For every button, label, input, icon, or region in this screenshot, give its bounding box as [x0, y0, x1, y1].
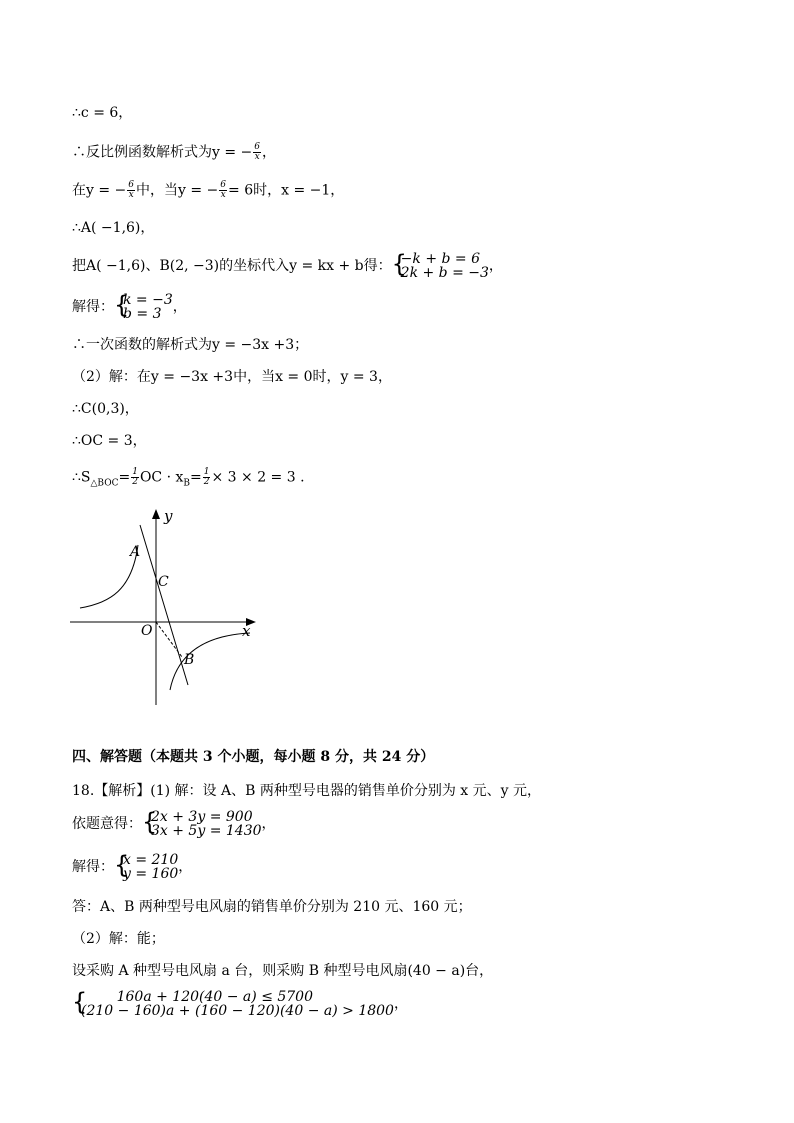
equation-system [392, 252, 489, 280]
section-heading: 四、解答题（本题共 3 个小题，每小题 8 分，共 24 分） [72, 749, 435, 765]
denominator: x [220, 190, 226, 200]
line-substitute-ab [72, 252, 503, 280]
label-c: C [158, 574, 169, 590]
fraction-half [131, 468, 139, 487]
equation-system [142, 810, 262, 838]
text: ， [488, 258, 503, 274]
label-a: A [130, 544, 141, 560]
segment-ob [156, 622, 182, 657]
text: ， [172, 299, 187, 315]
fraction [127, 181, 135, 200]
equation: 2k + b = −3 [400, 265, 489, 281]
text: 把A( −1,6)、B(2, −3)的坐标代入y = kx + b得： [72, 258, 392, 274]
line-point-a: ∴A( −1,6)， [72, 220, 155, 236]
equation: 3x + 5y = 1430 [151, 823, 262, 839]
text: ， [393, 996, 408, 1012]
numerator: 6 [220, 180, 227, 190]
solution-system [114, 293, 173, 321]
line-point-c: ∴C(0,3)， [72, 401, 139, 417]
denominator: 2 [132, 477, 138, 487]
text: ， [178, 859, 193, 875]
text: ， [261, 816, 276, 832]
label-y: y [164, 507, 173, 525]
numerator: 6 [128, 180, 135, 190]
equation: { x = 210 [123, 852, 179, 868]
numerator: 1 [132, 467, 138, 477]
q18-solution [72, 853, 192, 881]
text: = 6时，x = −1， [228, 182, 345, 199]
inequality: { 160a + 120(40 − a) ≤ 5700 [81, 989, 313, 1005]
text: 解得： [72, 859, 114, 875]
text: = [118, 469, 131, 486]
equation: b = 3 [123, 306, 162, 322]
text: × 3 × 2 = 3 . [211, 469, 305, 486]
line-c-equals-6: ∴c = 6， [72, 105, 133, 121]
text: 解得： [72, 299, 114, 315]
equation: { k = −3 [123, 292, 173, 308]
text: OC · x [139, 469, 184, 486]
label-b: B [184, 652, 195, 668]
text: 中，当y = − [136, 182, 219, 199]
equation: { 2x + 3y = 900 [151, 809, 253, 825]
text: 在y = − [72, 182, 127, 199]
solution-system [114, 853, 178, 881]
numerator: 6 [254, 142, 261, 152]
label-origin: O [141, 623, 153, 639]
denominator: x [254, 152, 260, 162]
equation: { −k + b = 6 [400, 251, 481, 267]
hyperbola-branch-right [170, 633, 250, 690]
denominator: x [128, 190, 134, 200]
line-area [72, 468, 305, 492]
fraction [253, 143, 261, 162]
label-x: x [242, 622, 251, 640]
text: 依题意得： [72, 816, 142, 832]
linear-function-line [140, 525, 188, 685]
subscript: △BOC [90, 478, 119, 489]
q18-answer: 答：A、B 两种型号电风扇的销售单价分别为 210 元、160 元； [72, 899, 472, 915]
text: ∴S [72, 469, 91, 486]
inequality-system [72, 990, 394, 1018]
q18-line1: 18.【解析】(1) 解：设 A、B 两种型号电器的销售单价分别为 x 元、y 元， [72, 783, 541, 799]
q18-inequalities [72, 990, 408, 1018]
q18-part2: （2）解：能； [72, 931, 165, 947]
inequality: (210 − 160)a + (160 − 120)(40 − a) > 1800 [81, 1003, 394, 1019]
line-part2: （2）解：在y = −3x +3中，当x = 0时，y = 3， [72, 369, 392, 385]
q18-setup: 设采购 A 种型号电风扇 a 台，则采购 B 种型号电风扇(40 − a)台， [72, 963, 494, 979]
line-oc: ∴OC = 3， [72, 433, 147, 449]
q18-equations [72, 810, 276, 838]
line-inverse-function [72, 143, 276, 162]
line-linear-function: ∴一次函数的解析式为y = −3x +3； [72, 337, 309, 353]
line-solve-kb [72, 293, 187, 321]
y-axis-arrow [152, 509, 160, 519]
equation: y = 160 [123, 866, 179, 882]
fraction [219, 181, 227, 200]
text: ∴反比例函数解析式为y = − [72, 144, 253, 161]
text: = [190, 469, 202, 486]
function-graph [70, 505, 270, 710]
numerator: 1 [203, 467, 210, 477]
text: ， [262, 144, 277, 161]
subscript: B [183, 478, 190, 489]
fraction-half [203, 468, 211, 487]
line-substitute-y6 [72, 181, 344, 200]
denominator: 2 [203, 477, 210, 487]
